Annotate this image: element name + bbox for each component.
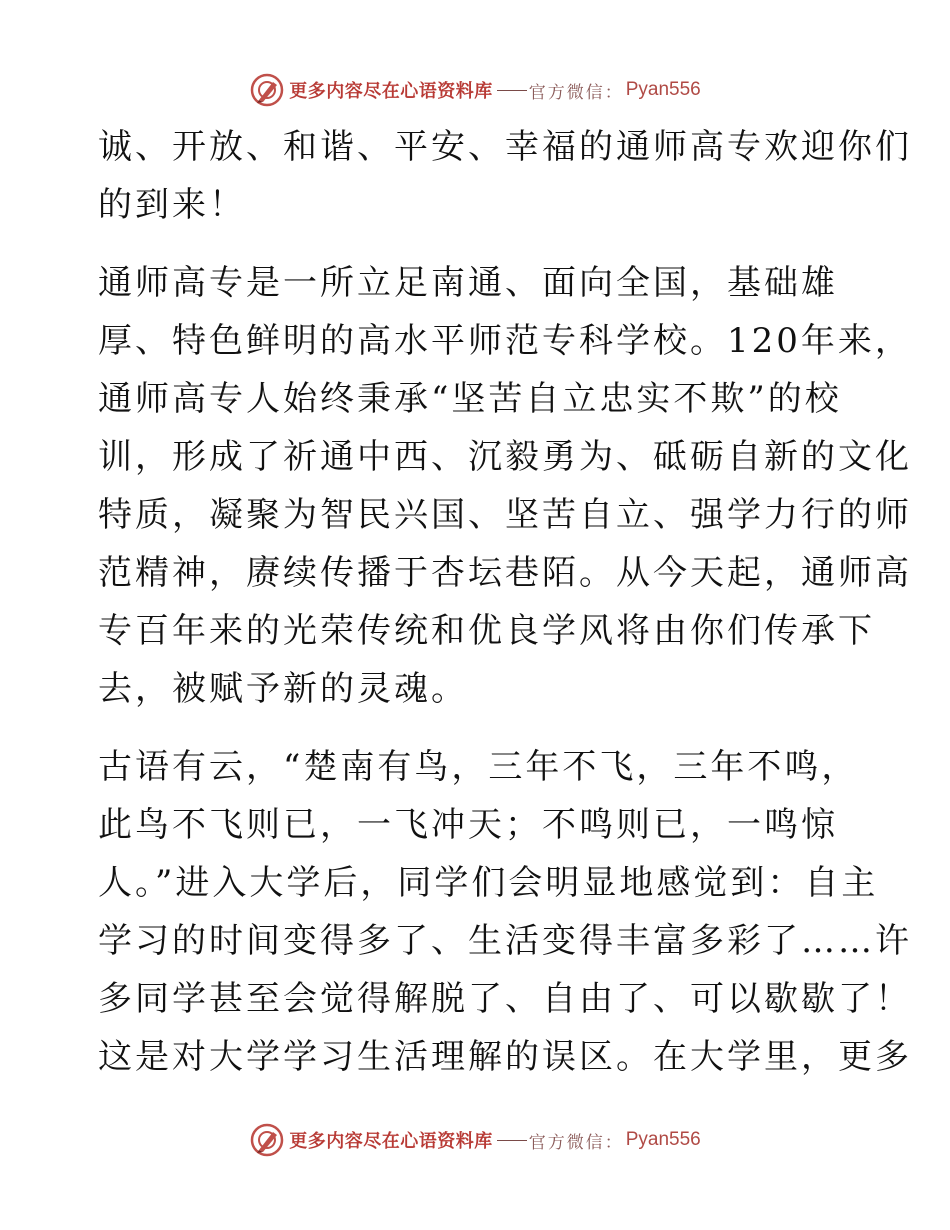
text-line: 通师高专是一所立足南通、面向全国，基础雄	[98, 263, 838, 303]
watermark-label: 官方微信：	[528, 82, 624, 103]
watermark-title: 更多内容尽在心语资料库	[289, 81, 493, 102]
text-line: 人。”进入大学后，同学们会明显地感觉到：自主	[98, 863, 879, 903]
text-line: 专百年来的光荣传统和优良学风将由你们传承下	[98, 611, 875, 651]
watermark-label: 官方微信：	[528, 1132, 624, 1153]
paragraph	[98, 254, 912, 718]
text-line: 这是对大学学习生活理解的误区。在大学里，更多	[98, 1037, 912, 1077]
watermark-id: Pyan556	[625, 1129, 701, 1150]
text-line: 通师高专人始终秉承“坚苦自立忠实不欺”的校	[98, 379, 842, 419]
text-line: 特质，凝聚为智民兴国、坚苦自立、强学力行的师	[98, 495, 912, 535]
text-line: 的到来！	[98, 185, 246, 225]
text-line: 学习的时间变得多了、生活变得丰富多彩了……许	[98, 921, 912, 961]
watermark-separator	[497, 90, 527, 91]
watermark-id: Pyan556	[625, 79, 701, 100]
pen-logo-icon	[249, 1122, 285, 1158]
text-line: 诚、开放、和谐、平安、幸福的通师高专欢迎你们	[98, 127, 912, 167]
text-line: 此鸟不飞则已，一飞冲天；不鸣则已，一鸣惊	[98, 805, 838, 845]
text-line: 厚、特色鲜明的高水平师范专科学校。120年来，	[98, 321, 912, 361]
document-body	[98, 118, 912, 1086]
watermark-title: 更多内容尽在心语资料库	[289, 1131, 493, 1152]
paragraph	[98, 118, 912, 234]
pen-logo-icon	[249, 72, 285, 108]
paragraph	[98, 738, 912, 1086]
watermark-separator	[497, 1140, 527, 1141]
text-line: 多同学甚至会觉得解脱了、自由了、可以歇歇了！	[98, 979, 912, 1019]
text-line: 训，形成了祈通中西、沉毅勇为、砥砺自新的文化	[98, 437, 912, 477]
footer-watermark	[0, 1120, 950, 1160]
text-line: 古语有云，“楚南有鸟，三年不飞，三年不鸣，	[98, 747, 859, 787]
header-watermark	[0, 70, 950, 110]
text-line: 范精神，赓续传播于杏坛巷陌。从今天起，通师高	[98, 553, 912, 593]
text-line: 去，被赋予新的灵魂。	[98, 669, 468, 709]
